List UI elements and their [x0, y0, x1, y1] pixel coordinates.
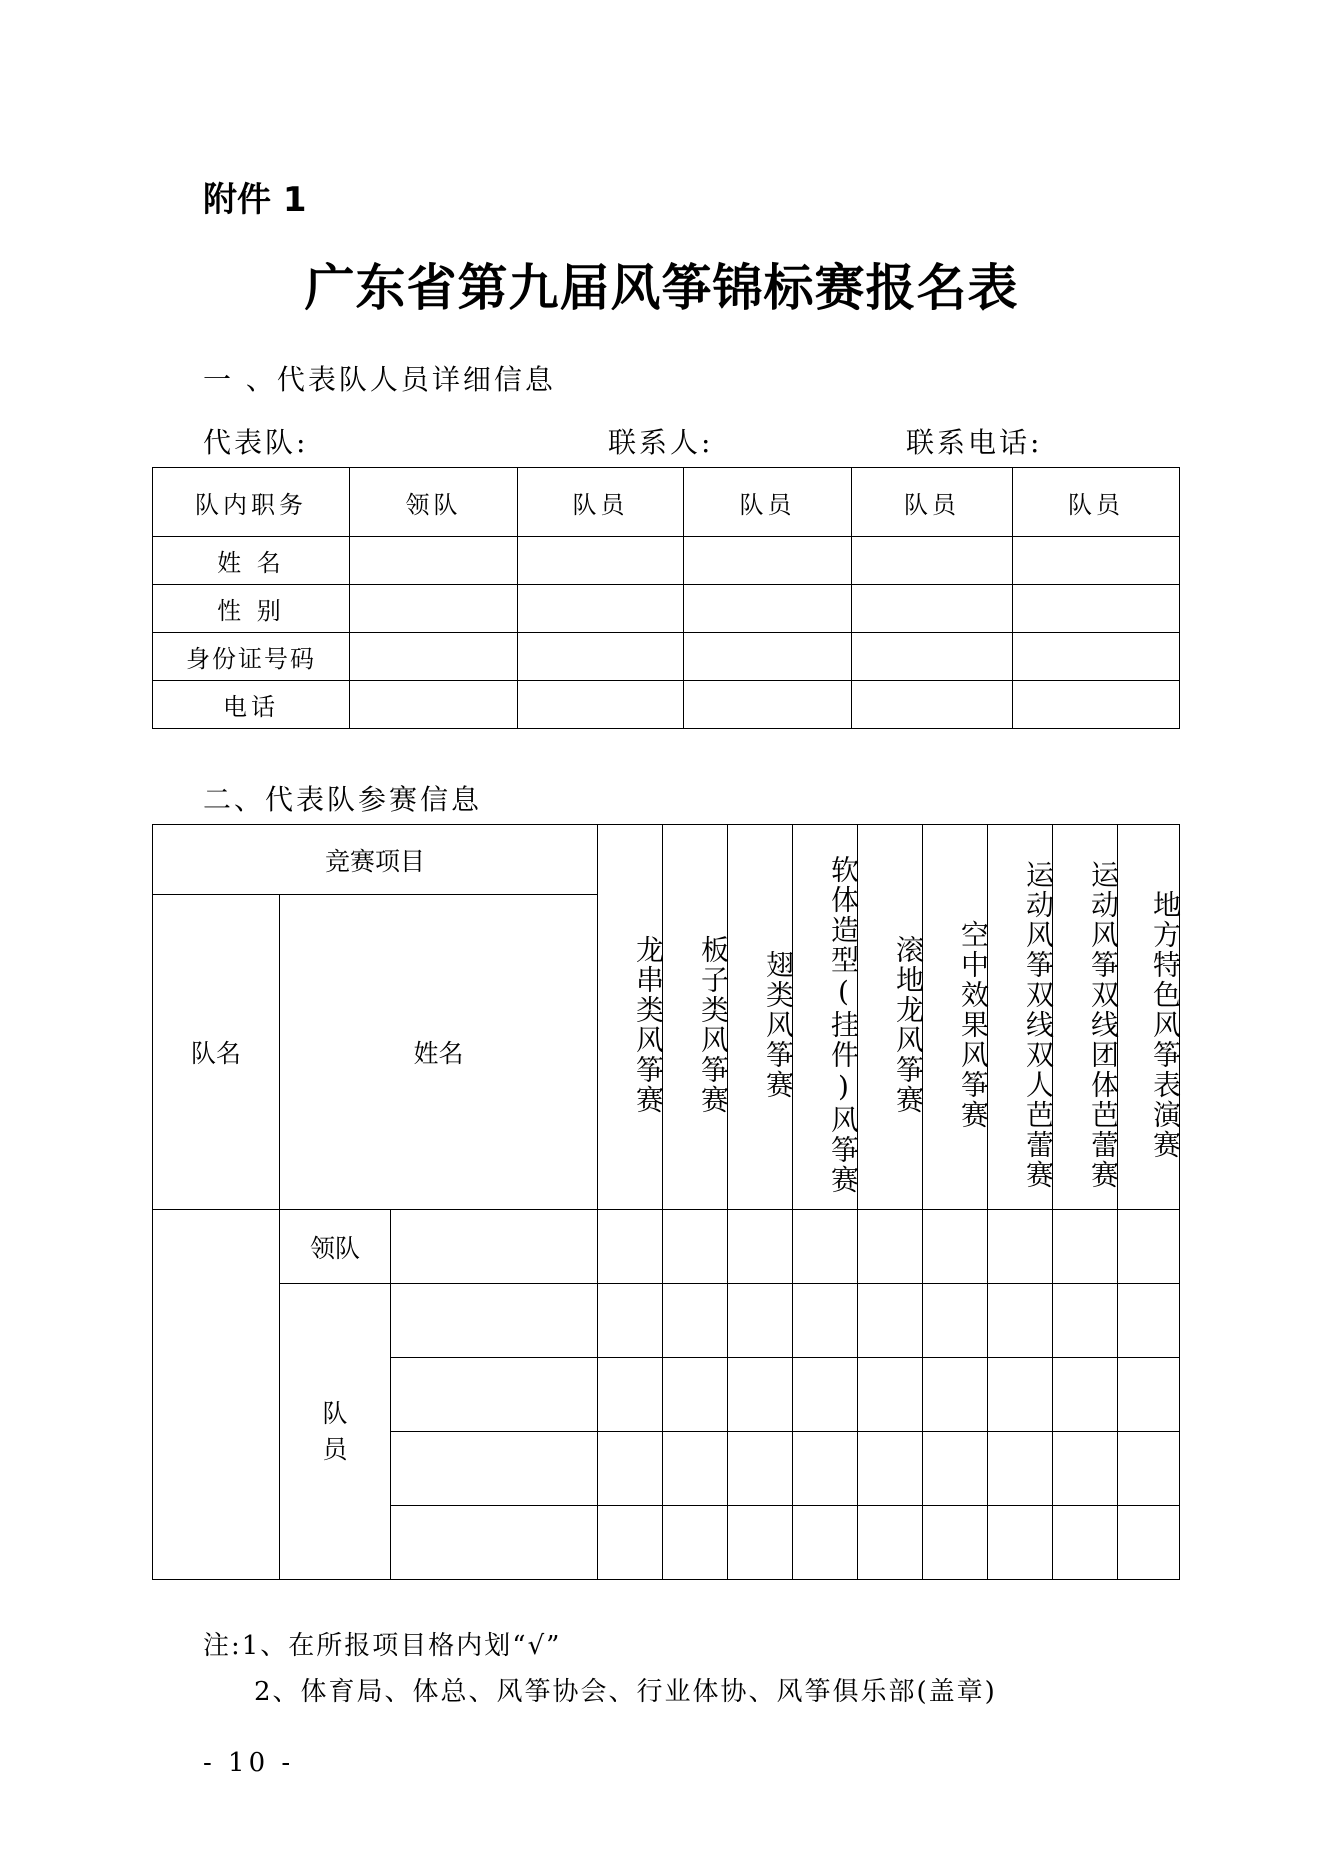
row-label-phone: 电话	[153, 681, 350, 729]
check-cell[interactable]	[858, 1210, 923, 1284]
input-cell[interactable]	[518, 537, 684, 585]
check-cell[interactable]	[793, 1210, 858, 1284]
event-column: 空中效果风筝赛	[923, 825, 988, 1210]
column-header: 队内职务	[153, 468, 350, 537]
check-cell[interactable]	[793, 1432, 858, 1506]
input-cell[interactable]	[518, 681, 684, 729]
check-cell[interactable]	[858, 1432, 923, 1506]
member-row	[153, 1284, 1180, 1358]
member-label-line: 员	[322, 1434, 348, 1464]
column-header: 队员	[684, 468, 852, 537]
check-cell[interactable]	[793, 1506, 858, 1580]
event-column: 龙串类风筝赛	[598, 825, 663, 1210]
check-cell[interactable]	[598, 1358, 663, 1432]
team-name-header: 队名	[153, 895, 280, 1210]
check-cell[interactable]	[1053, 1506, 1118, 1580]
check-cell[interactable]	[988, 1506, 1053, 1580]
row-label-gender: 性 别	[153, 585, 350, 633]
attachment-label: 附件 1	[203, 180, 307, 220]
name-input-cell[interactable]	[391, 1506, 598, 1580]
name-input-cell[interactable]	[391, 1284, 598, 1358]
check-cell[interactable]	[923, 1432, 988, 1506]
section2-heading: 二、代表队参赛信息	[203, 783, 483, 816]
check-cell[interactable]	[923, 1506, 988, 1580]
input-cell[interactable]	[1013, 681, 1180, 729]
check-cell[interactable]	[728, 1506, 793, 1580]
table-row	[153, 537, 1180, 585]
check-cell[interactable]	[663, 1210, 728, 1284]
check-cell[interactable]	[598, 1210, 663, 1284]
column-header: 领队	[350, 468, 518, 537]
name-input-cell[interactable]	[391, 1358, 598, 1432]
input-cell[interactable]	[1013, 585, 1180, 633]
check-cell[interactable]	[1118, 1284, 1180, 1358]
event-column: 板子类风筝赛	[663, 825, 728, 1210]
event-table	[152, 824, 1180, 1580]
check-cell[interactable]	[663, 1506, 728, 1580]
name-input-cell[interactable]	[391, 1210, 598, 1284]
input-cell[interactable]	[1013, 537, 1180, 585]
page-number: - 10 -	[203, 1748, 295, 1778]
personnel-header-row	[153, 468, 1180, 537]
row-label-name: 姓 名	[153, 537, 350, 585]
input-cell[interactable]	[684, 681, 852, 729]
check-cell[interactable]	[988, 1284, 1053, 1358]
check-cell[interactable]	[1118, 1432, 1180, 1506]
check-cell[interactable]	[1118, 1358, 1180, 1432]
leader-label: 领队	[280, 1210, 391, 1284]
member-label	[280, 1284, 391, 1580]
check-cell[interactable]	[1118, 1506, 1180, 1580]
check-cell[interactable]	[793, 1284, 858, 1358]
check-cell[interactable]	[988, 1432, 1053, 1506]
check-cell[interactable]	[793, 1358, 858, 1432]
check-cell[interactable]	[1053, 1358, 1118, 1432]
event-column: 运动风筝双线团体芭蕾赛	[1053, 825, 1118, 1210]
check-cell[interactable]	[728, 1358, 793, 1432]
check-cell[interactable]	[923, 1210, 988, 1284]
note-2: 2、体育局、体总、风筝协会、行业体协、风筝俱乐部(盖章)	[254, 1677, 997, 1707]
check-cell[interactable]	[728, 1284, 793, 1358]
event-header-row	[153, 825, 1180, 895]
event-column: 运动风筝双线双人芭蕾赛	[988, 825, 1053, 1210]
check-cell[interactable]	[1118, 1210, 1180, 1284]
member-label-line: 队	[322, 1398, 348, 1428]
check-cell[interactable]	[598, 1432, 663, 1506]
contact-label: 联系人:	[608, 426, 714, 459]
check-cell[interactable]	[598, 1506, 663, 1580]
event-header: 竞赛项目	[153, 825, 598, 895]
check-cell[interactable]	[858, 1506, 923, 1580]
event-column: 软体造型(挂件)风筝赛	[793, 825, 858, 1210]
check-cell[interactable]	[923, 1284, 988, 1358]
input-cell[interactable]	[852, 537, 1013, 585]
input-cell[interactable]	[518, 633, 684, 681]
input-cell[interactable]	[350, 633, 518, 681]
check-cell[interactable]	[858, 1284, 923, 1358]
table-row	[153, 585, 1180, 633]
input-cell[interactable]	[852, 633, 1013, 681]
input-cell[interactable]	[852, 681, 1013, 729]
note-1: 注:1、在所报项目格内划“√”	[203, 1631, 562, 1661]
leader-row	[153, 1210, 1180, 1284]
check-cell[interactable]	[988, 1358, 1053, 1432]
input-cell[interactable]	[684, 585, 852, 633]
check-cell[interactable]	[923, 1358, 988, 1432]
event-column: 滚地龙风筝赛	[858, 825, 923, 1210]
check-cell[interactable]	[988, 1210, 1053, 1284]
name-header: 姓名	[280, 895, 598, 1210]
input-cell[interactable]	[350, 681, 518, 729]
event-column: 地方特色风筝表演赛	[1118, 825, 1180, 1210]
name-input-cell[interactable]	[391, 1432, 598, 1506]
check-cell[interactable]	[728, 1210, 793, 1284]
row-label-id-number: 身份证号码	[153, 633, 350, 681]
check-cell[interactable]	[663, 1432, 728, 1506]
phone-label: 联系电话:	[906, 426, 1043, 459]
check-cell[interactable]	[858, 1358, 923, 1432]
input-cell[interactable]	[852, 585, 1013, 633]
table-row	[153, 633, 1180, 681]
column-header: 队员	[518, 468, 684, 537]
column-header: 队员	[852, 468, 1013, 537]
input-cell[interactable]	[684, 633, 852, 681]
team-name-cell[interactable]	[153, 1210, 280, 1580]
table-row	[153, 681, 1180, 729]
event-column: 翅类风筝赛	[728, 825, 793, 1210]
input-cell[interactable]	[350, 585, 518, 633]
check-cell[interactable]	[598, 1284, 663, 1358]
column-header: 队员	[1013, 468, 1180, 537]
check-cell[interactable]	[663, 1358, 728, 1432]
page-title: 广东省第九届风筝锦标赛报名表	[304, 258, 1019, 317]
check-cell[interactable]	[1053, 1210, 1118, 1284]
input-cell[interactable]	[350, 537, 518, 585]
input-cell[interactable]	[1013, 633, 1180, 681]
input-cell[interactable]	[518, 585, 684, 633]
check-cell[interactable]	[1053, 1432, 1118, 1506]
check-cell[interactable]	[1053, 1284, 1118, 1358]
team-label: 代表队:	[203, 426, 309, 459]
input-cell[interactable]	[684, 537, 852, 585]
check-cell[interactable]	[728, 1432, 793, 1506]
section1-heading: 一 、代表队人员详细信息	[203, 363, 556, 396]
check-cell[interactable]	[663, 1284, 728, 1358]
personnel-table	[152, 467, 1180, 729]
